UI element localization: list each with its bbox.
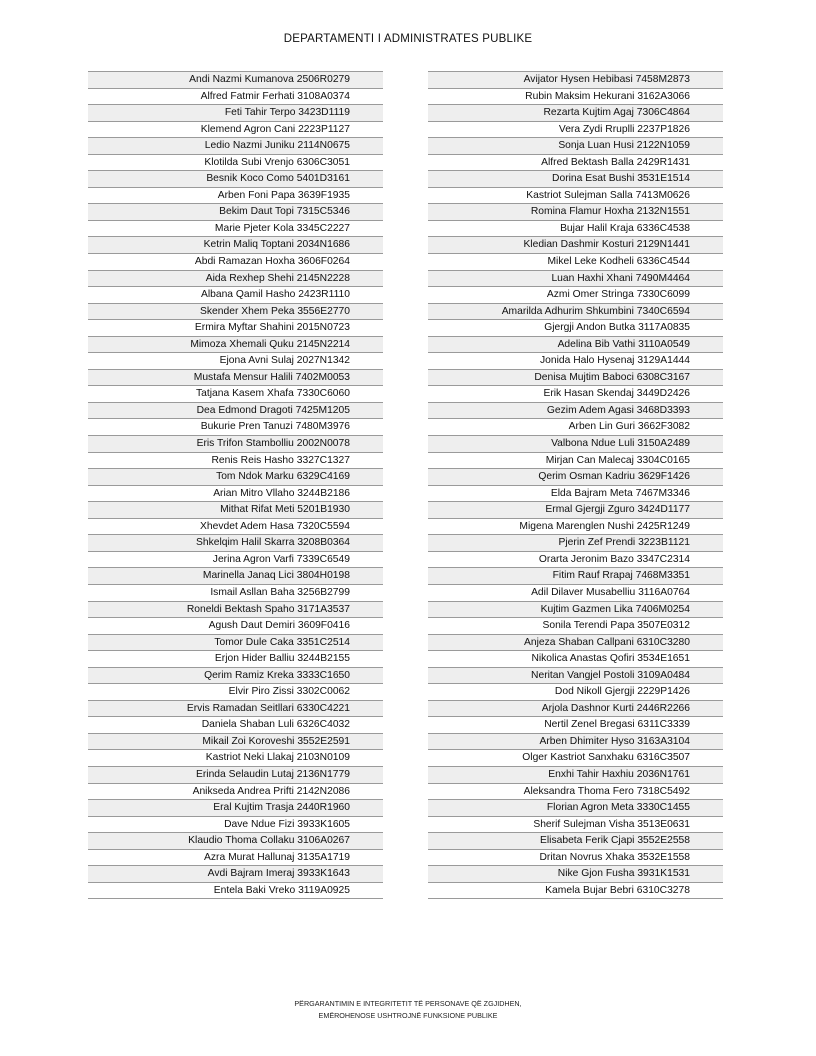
list-item: Alfred Bektash Balla 2429R1431 [428,155,723,172]
list-item: Sonila Terendi Papa 3507E0312 [428,618,723,635]
list-item: Marinella Janaq Lici 3804H0198 [88,568,383,585]
list-item: Azmi Omer Stringa 7330C6099 [428,287,723,304]
list-item: Agush Daut Demiri 3609F0416 [88,618,383,635]
list-item: Aida Rexhep Shehi 2145N2228 [88,271,383,288]
list-item: Mirjan Can Malecaj 3304C0165 [428,453,723,470]
list-item: Tatjana Kasem Xhafa 7330C6060 [88,386,383,403]
list-item: Roneldi Bektash Spaho 3171A3537 [88,602,383,619]
list-item: Ledio Nazmi Juniku 2114N0675 [88,138,383,155]
list-item: Mikail Zoi Koroveshi 3552E2591 [88,734,383,751]
list-item: Kledian Dashmir Kosturi 2129N1441 [428,237,723,254]
list-item: Ketrin Maliq Toptani 2034N1686 [88,237,383,254]
list-item: Dorina Esat Bushi 3531E1514 [428,171,723,188]
list-item: Nike Gjon Fusha 3931K1531 [428,866,723,883]
list-item: Kastriot Sulejman Salla 7413M0626 [428,188,723,205]
list-item: Bujar Halil Kraja 6336C4538 [428,221,723,238]
list-item: Avdi Bajram Imeraj 3933K1643 [88,866,383,883]
list-item: Ermal Gjergji Zguro 3424D1177 [428,502,723,519]
list-item: Avijator Hysen Hebibasi 7458M2873 [428,72,723,89]
list-item: Romina Flamur Hoxha 2132N1551 [428,204,723,221]
list-item: Erjon Hider Balliu 3244B2155 [88,651,383,668]
list-item: Pjerin Zef Prendi 3223B1121 [428,535,723,552]
list-item: Eral Kujtim Trasja 2440R1960 [88,800,383,817]
list-item: Azra Murat Hallunaj 3135A1719 [88,850,383,867]
list-item: Eris Trifon Stambolliu 2002N0078 [88,436,383,453]
list-item: Ejona Avni Sulaj 2027N1342 [88,353,383,370]
list-item: Arjola Dashnor Kurti 2446R2266 [428,701,723,718]
list-item: Nikolica Anastas Qofiri 3534E1651 [428,651,723,668]
list-item: Orarta Jeronim Bazo 3347C2314 [428,552,723,569]
list-item: Andi Nazmi Kumanova 2506R0279 [88,72,383,89]
list-item: Albana Qamil Hasho 2423R1110 [88,287,383,304]
list-item: Kamela Bujar Bebri 6310C3278 [428,883,723,900]
list-item: Klaudio Thoma Collaku 3106A0267 [88,833,383,850]
list-item: Ismail Asllan Baha 3256B2799 [88,585,383,602]
list-item: Erinda Selaudin Lutaj 2136N1779 [88,767,383,784]
list-item: Kastriot Neki Llakaj 2103N0109 [88,750,383,767]
list-item: Valbona Ndue Luli 3150A2489 [428,436,723,453]
list-item: Florian Agron Meta 3330C1455 [428,800,723,817]
list-item: Tom Ndok Marku 6329C4169 [88,469,383,486]
list-item: Arian Mitro Vllaho 3244B2186 [88,486,383,503]
list-item: Skender Xhem Peka 3556E2770 [88,304,383,321]
list-item: Elisabeta Ferik Cjapi 3552E2558 [428,833,723,850]
list-item: Vera Zydi Rruplli 2237P1826 [428,122,723,139]
list-item: Luan Haxhi Xhani 7490M4464 [428,271,723,288]
list-item: Mithat Rifat Meti 5201B1930 [88,502,383,519]
list-item: Rezarta Kujtim Agaj 7306C4864 [428,105,723,122]
list-item: Adelina Bib Vathi 3110A0549 [428,337,723,354]
list-item: Marie Pjeter Kola 3345C2227 [88,221,383,238]
list-item: Sherif Sulejman Visha 3513E0631 [428,817,723,834]
list-item: Elvir Piro Zissi 3302C0062 [88,684,383,701]
list-item: Arben Foni Papa 3639F1935 [88,188,383,205]
list-item: Rubin Maksim Hekurani 3162A3066 [428,89,723,106]
list-item: Adil Dilaver Musabelliu 3116A0764 [428,585,723,602]
list-item: Sonja Luan Husi 2122N1059 [428,138,723,155]
list-item: Arben Dhimiter Hyso 3163A3104 [428,734,723,751]
list-item: Dod Nikoll Gjergji 2229P1426 [428,684,723,701]
footer-line-2: EMËROHENOSE USHTROJNË FUNKSIONE PUBLIKE [318,1011,498,1020]
list-item: Enxhi Tahir Haxhiu 2036N1761 [428,767,723,784]
list-item: Kujtim Gazmen Lika 7406M0254 [428,602,723,619]
right-name-list [428,71,723,899]
list-item: Elda Bajram Meta 7467M3346 [428,486,723,503]
list-item: Gezim Adem Agasi 3468D3393 [428,403,723,420]
list-item: Abdi Ramazan Hoxha 3606F0264 [88,254,383,271]
list-item: Ervis Ramadan Seitllari 6330C4221 [88,701,383,718]
list-item: Besnik Koco Como 5401D3161 [88,171,383,188]
list-item: Nertil Zenel Bregasi 6311C3339 [428,717,723,734]
list-item: Mimoza Xhemali Quku 2145N2214 [88,337,383,354]
list-item: Neritan Vangjel Postoli 3109A0484 [428,668,723,685]
list-item: Bekim Daut Topi 7315C5346 [88,204,383,221]
list-item: Amarilda Adhurim Shkumbini 7340C6594 [428,304,723,321]
list-item: Anjeza Shaban Callpani 6310C3280 [428,635,723,652]
list-item: Jonida Halo Hysenaj 3129A1444 [428,353,723,370]
list-item: Mustafa Mensur Halili 7402M0053 [88,370,383,387]
list-item: Arben Lin Guri 3662F3082 [428,419,723,436]
list-item: Klemend Agron Cani 2223P1127 [88,122,383,139]
list-item: Aleksandra Thoma Fero 7318C5492 [428,784,723,801]
list-item: Alfred Fatmir Ferhati 3108A0374 [88,89,383,106]
list-item: Feti Tahir Terpo 3423D1119 [88,105,383,122]
list-item: Tomor Dule Caka 3351C2514 [88,635,383,652]
list-item: Qerim Osman Kadriu 3629F1426 [428,469,723,486]
list-item: Renis Reis Hasho 3327C1327 [88,453,383,470]
list-item: Dave Ndue Fizi 3933K1605 [88,817,383,834]
list-item: Shkelqim Halil Skarra 3208B0364 [88,535,383,552]
list-item: Entela Baki Vreko 3119A0925 [88,883,383,900]
list-item: Dea Edmond Dragoti 7425M1205 [88,403,383,420]
list-item: Migena Marenglen Nushi 2425R1249 [428,519,723,536]
list-item: Olger Kastriot Sanxhaku 6316C3507 [428,750,723,767]
page-footer [0,998,816,1022]
list-item: Dritan Novrus Xhaka 3532E1558 [428,850,723,867]
list-item: Daniela Shaban Luli 6326C4032 [88,717,383,734]
list-item: Ermira Myftar Shahini 2015N0723 [88,320,383,337]
list-item: Fitim Rauf Rrapaj 7468M3351 [428,568,723,585]
list-item: Jerina Agron Varfi 7339C6549 [88,552,383,569]
list-item: Mikel Leke Kodheli 6336C4544 [428,254,723,271]
list-item: Erik Hasan Skendaj 3449D2426 [428,386,723,403]
list-item: Anikseda Andrea Prifti 2142N2086 [88,784,383,801]
page-title: DEPARTAMENTI I ADMINISTRATES PUBLIKE [283,33,533,45]
list-item: Klotilda Subi Vrenjo 6306C3051 [88,155,383,172]
list-item: Xhevdet Adem Hasa 7320C5594 [88,519,383,536]
list-item: Denisa Mujtim Baboci 6308C3167 [428,370,723,387]
list-item: Gjergji Andon Butka 3117A0835 [428,320,723,337]
list-item: Qerim Ramiz Kreka 3333C1650 [88,668,383,685]
list-item: Bukurie Pren Tanuzi 7480M3976 [88,419,383,436]
footer-line-1: PËRGARANTIMIN E INTEGRITETIT TË PERSONAVE QË ZGJIDHEN, [294,999,522,1008]
left-name-list [88,71,383,899]
